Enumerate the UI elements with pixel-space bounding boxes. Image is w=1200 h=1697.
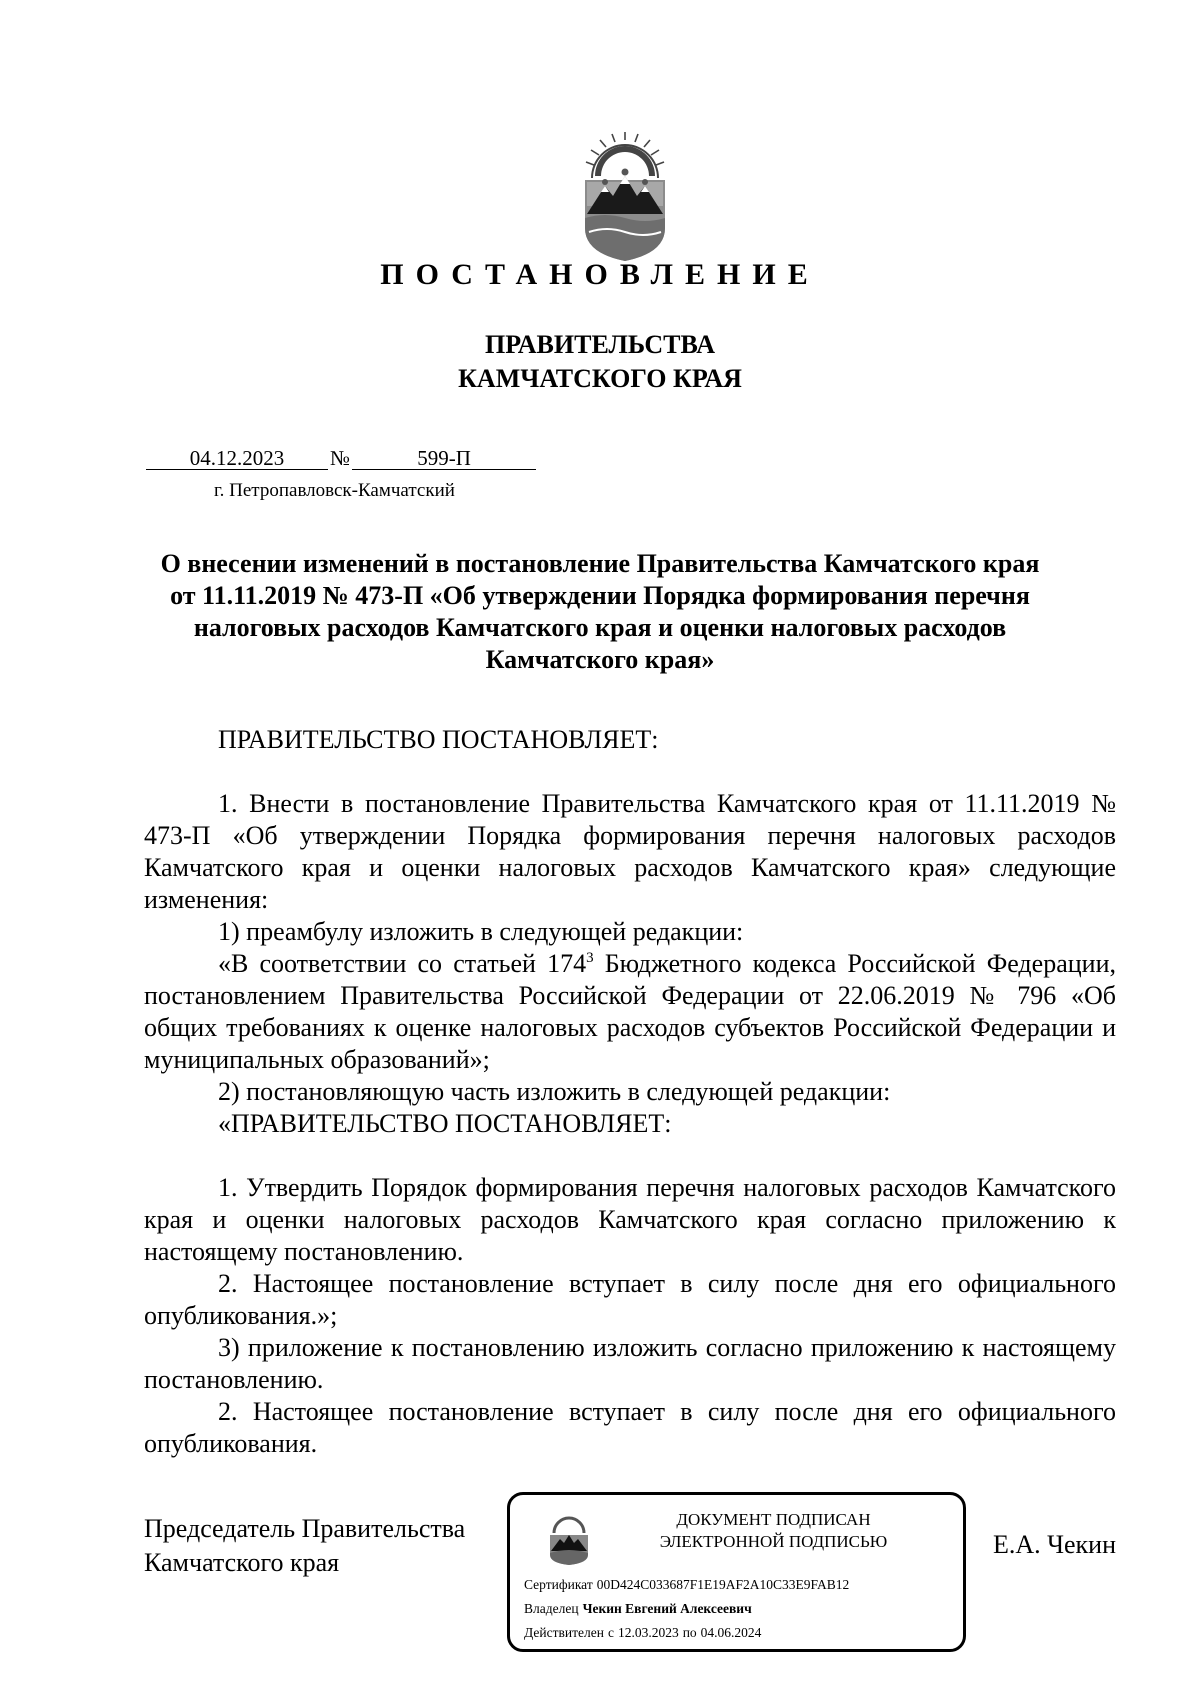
document-title: О внесении изменений в постановление Правительства Камчатского края от 11.11.2019 № 473-П «Об утверждении Порядка формирования перечня налоговых расходов Камчатского края и оценки налоговых расходов Камчатского края» xyxy=(160,549,1040,674)
valid-label: Действителен xyxy=(524,1625,604,1640)
signer-position-line: Председатель Правительства xyxy=(144,1514,466,1543)
quoted-clause-1: 1. Утвердить Порядок формирования перечня налоговых расходов Камчатского края и оценки налоговых расходов Камчатского края согласно приложению к настоящему постановлению. xyxy=(144,1173,1116,1266)
stamp-title-line: ДОКУМЕНТ ПОДПИСАН xyxy=(676,1510,871,1529)
quoted-preamble: «ПРАВИТЕЛЬСТВО ПОСТАНОВЛЯЕТ: xyxy=(218,1109,672,1138)
body-section-1 xyxy=(144,788,1116,1140)
valid-from-label: с xyxy=(607,1625,614,1640)
quoted-clause-2: 2. Настоящее постановление вступает в силу после дня его официального опубликования.»; xyxy=(144,1269,1116,1330)
sub-item-2: 2) постановляющую часть изложить в следующей редакции: xyxy=(218,1077,891,1106)
valid-to-label: по xyxy=(682,1625,697,1640)
certificate-value: 00D424C033687F1E19AF2A10C33E9FAB12 xyxy=(596,1577,850,1592)
validity-row xyxy=(524,1625,761,1641)
stamp-title-line: ЭЛЕКТРОННОЙ ПОДПИСЬЮ xyxy=(659,1532,888,1551)
body-section-2 xyxy=(144,1172,1116,1460)
electronic-signature-stamp xyxy=(507,1492,966,1652)
signer-position-line: Камчатского края xyxy=(144,1548,340,1577)
signer-position xyxy=(144,1512,465,1580)
mini-emblem-icon xyxy=(546,1513,592,1565)
stamp-title xyxy=(602,1509,945,1553)
owner-row xyxy=(524,1601,752,1617)
owner-label: Владелец xyxy=(524,1601,579,1616)
owner-value: Чекин Евгений Алексеевич xyxy=(582,1601,752,1616)
issuing-authority xyxy=(0,328,1200,396)
clause-1: 1. Внести в постановление Правительства Камчатского края от 11.11.2019 № 473-П «Об утверждении Порядка формирования перечня налоговых расходов Камчатского края и оценки налоговых расходов Камчатского края» следующие изменения: xyxy=(144,789,1116,914)
authority-line: КАМЧАТСКОГО КРАЯ xyxy=(458,364,742,393)
document-date: 04.12.2023 xyxy=(146,447,328,470)
sub-item-1: 1) преамбулу изложить в следующей редакции: xyxy=(218,917,744,946)
quote-text-start: «В соответствии со статьей 174 xyxy=(218,949,587,978)
number-sign: № xyxy=(330,446,351,470)
quote-text-end: Бюджетного кодекса Российской Федерации, постановлением Правительства Российской Федерации от 22.06.2019 № 796 «Об общих требованиях к оценке налоговых расходов субъектов Российской Федерации и муниципальных образований»; xyxy=(144,949,1116,1074)
body-preamble xyxy=(144,724,1116,756)
authority-line: ПРАВИТЕЛЬСТВА xyxy=(485,330,715,359)
sub-item-3: 3) приложение к постановлению изложить согласно приложению к настоящему постановлению. xyxy=(144,1333,1116,1394)
preamble-text: ПРАВИТЕЛЬСТВО ПОСТАНОВЛЯЕТ: xyxy=(218,725,659,754)
kamchatka-coat-of-arms-emblem xyxy=(575,128,675,263)
document-city: г. Петропавловск-Камчатский xyxy=(214,480,455,501)
clause-2: 2. Настоящее постановление вступает в силу после дня его официального опубликования. xyxy=(144,1397,1116,1458)
certificate-row xyxy=(524,1577,849,1593)
valid-to: 04.06.2024 xyxy=(700,1625,762,1640)
certificate-label: Сертификат xyxy=(524,1577,593,1592)
valid-from: 12.03.2023 xyxy=(617,1625,679,1640)
article-superscript: 3 xyxy=(586,950,594,966)
document-type-heading: ПОСТАНОВЛЕНИЕ xyxy=(380,258,820,291)
document-number: 599-П xyxy=(352,447,536,470)
preamble-quote xyxy=(144,948,1116,1076)
signer-name: Е.А. Чекин xyxy=(992,1530,1116,1559)
date-number-line xyxy=(146,446,536,471)
